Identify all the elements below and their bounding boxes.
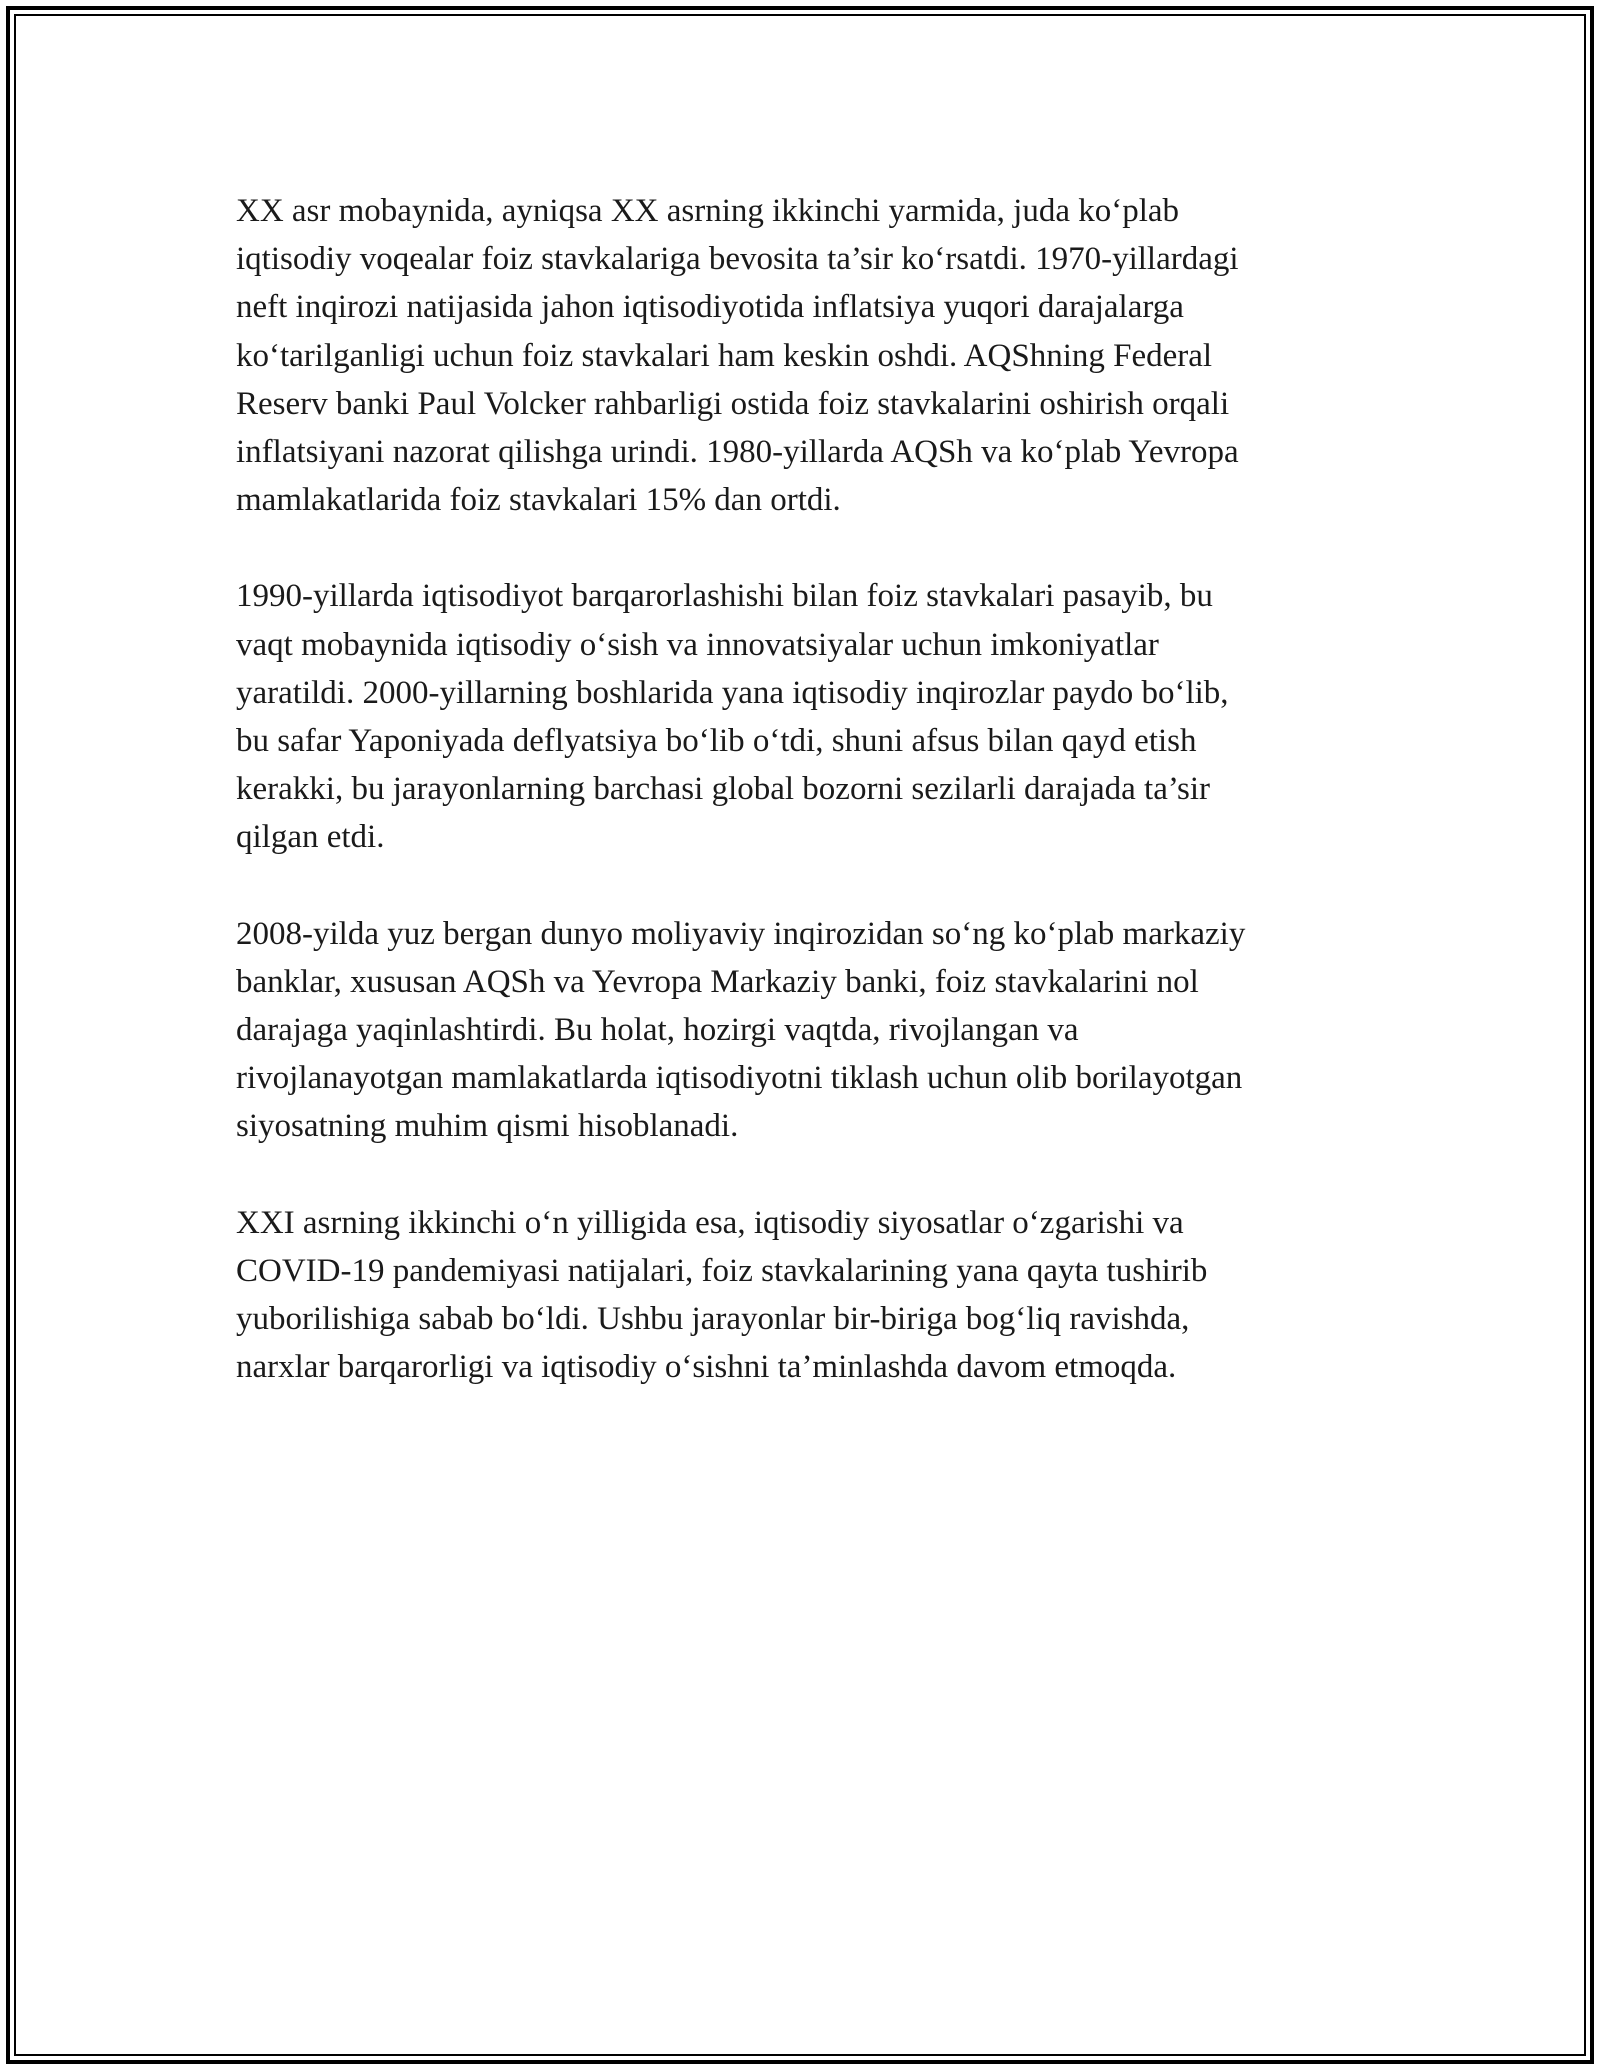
text-line: narxlar barqarorligi va iqtisodiy o‘sishni ta’minlashda davom etmoqda.: [236, 1349, 1177, 1386]
text-line: inflatsiyani nazorat qilishga urindi. 1980-yillarda AQSh va ko‘plab Yevropa: [236, 434, 1239, 471]
text-line: vaqt mobaynida iqtisodiy o‘sish va innovatsiyalar uchun imkoniyatlar: [236, 626, 1159, 663]
paragraph-1: [236, 187, 1366, 524]
text-line: darajaga yaqinlashtirdi. Bu holat, hozirgi vaqtda, rivojlangan va: [236, 1012, 1079, 1049]
text-line: 2008-yilda yuz bergan dunyo moliyaviy inqirozidan so‘ng ko‘plab markaziy: [236, 915, 1246, 952]
text-line: mamlakatlarida foiz stavkalari 15% dan ortdi.: [236, 482, 841, 519]
text-line: yaratildi. 2000-yillarning boshlarida yana iqtisodiy inqirozlar paydo bo‘lib,: [236, 674, 1229, 711]
text-line: XX asr mobaynida, ayniqsa XX asrning ikkinchi yarmida, juda ko‘plab: [236, 193, 1180, 229]
text-line: Reserv banki Paul Volcker rahbarligi ostida foiz stavkalarini oshirish orqali: [236, 385, 1230, 422]
text-line: XXI asrning ikkinchi o‘n yilligida esa, iqtisodiy siyosatlar o‘zgarishi va: [236, 1204, 1184, 1241]
text-line: COVID-19 pandemiyasi natijalari, foiz stavkalarining yana qayta tushirib: [236, 1252, 1208, 1289]
document-body: [236, 187, 1366, 1439]
text-line: kerakki, bu jarayonlarning barchasi global bozorni sezilarli darajada ta’sir: [236, 771, 1211, 808]
text-line: siyosatning muhim qismi hisoblanadi.: [236, 1108, 739, 1145]
text-line: rivojlanayotgan mamlakatlarda iqtisodiyotni tiklash uchun olib borilayotgan: [236, 1060, 1243, 1097]
text-line: iqtisodiy voqealar foiz stavkalariga bevosita ta’sir ko‘rsatdi. 1970-yillardagi: [236, 241, 1239, 278]
text-line: yuborilishiga sabab bo‘ldi. Ushbu jarayonlar bir-biriga bog‘liq ravishda,: [236, 1301, 1190, 1338]
text-line: qilgan etdi.: [236, 819, 385, 856]
text-line: ko‘tarilganligi uchun foiz stavkalari ham keskin oshdi. AQShning Federal: [236, 337, 1213, 374]
text-line: neft inqirozi natijasida jahon iqtisodiyotida inflatsiya yuqori darajalarga: [236, 289, 1184, 326]
text-line: 1990-yillarda iqtisodiyot barqarorlashishi bilan foiz stavkalari pasayib, bu: [236, 578, 1213, 615]
text-line: banklar, xususan AQSh va Yevropa Markaziy banki, foiz stavkalarini nol: [236, 963, 1199, 1000]
paragraph-2: [236, 572, 1366, 861]
paragraph-3: [236, 910, 1366, 1151]
paragraph-4: [236, 1199, 1366, 1392]
text-line: bu safar Yaponiyada deflyatsiya bo‘lib o‘tdi, shuni afsus bilan qayd etish: [236, 723, 1197, 760]
